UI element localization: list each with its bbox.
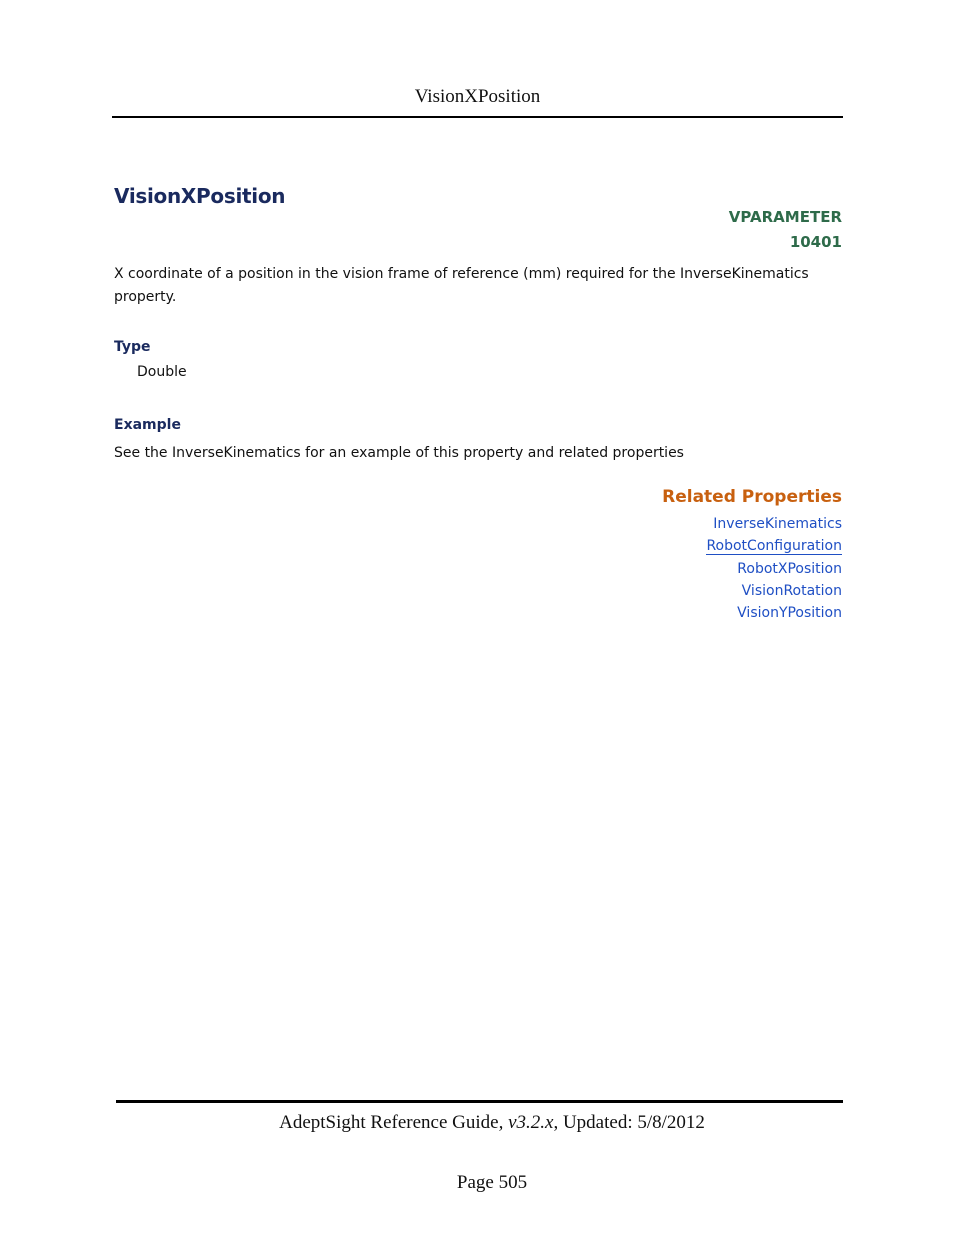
- related-properties-heading: Related Properties: [662, 487, 842, 507]
- related-link-label: RobotConfiguration: [706, 538, 842, 555]
- type-heading: Type: [114, 339, 151, 355]
- guide-title: AdeptSight Reference Guide: [279, 1112, 499, 1133]
- related-properties-list: [706, 513, 842, 624]
- related-link-label: VisionRotation: [741, 582, 842, 599]
- related-link-robotconfiguration[interactable]: [706, 535, 842, 557]
- guide-updated: , Updated: 5/8/2012: [553, 1112, 705, 1133]
- running-header: VisionXPosition: [414, 86, 541, 107]
- header-divider: [112, 116, 843, 118]
- page-number: Page 505: [456, 1172, 528, 1193]
- example-text: See the InverseKinematics for an example of this property and related properties: [114, 445, 684, 461]
- property-description: X coordinate of a position in the vision frame of reference (mm) required for the InverseKinematics property.: [114, 266, 809, 305]
- related-link-robotxposition[interactable]: [706, 558, 842, 580]
- type-value: Double: [137, 364, 187, 380]
- footer-guide-line: [116, 1112, 868, 1134]
- related-link-label: RobotXPosition: [737, 560, 842, 577]
- example-heading: Example: [114, 417, 181, 433]
- guide-version: , v3.2.x: [498, 1112, 554, 1133]
- related-link-label: VisionYPosition: [737, 605, 842, 622]
- related-link-visionrotation[interactable]: [706, 580, 842, 602]
- related-link-inversekinematics[interactable]: [706, 513, 842, 535]
- related-link-label: InverseKinematics: [713, 516, 842, 532]
- vparameter-number: 10401: [789, 233, 842, 251]
- footer-divider: [116, 1100, 843, 1103]
- vparameter-keyword: VPARAMETER: [728, 208, 842, 226]
- page-title: VisionXPosition: [114, 184, 286, 208]
- related-link-visionyposition[interactable]: [706, 602, 842, 624]
